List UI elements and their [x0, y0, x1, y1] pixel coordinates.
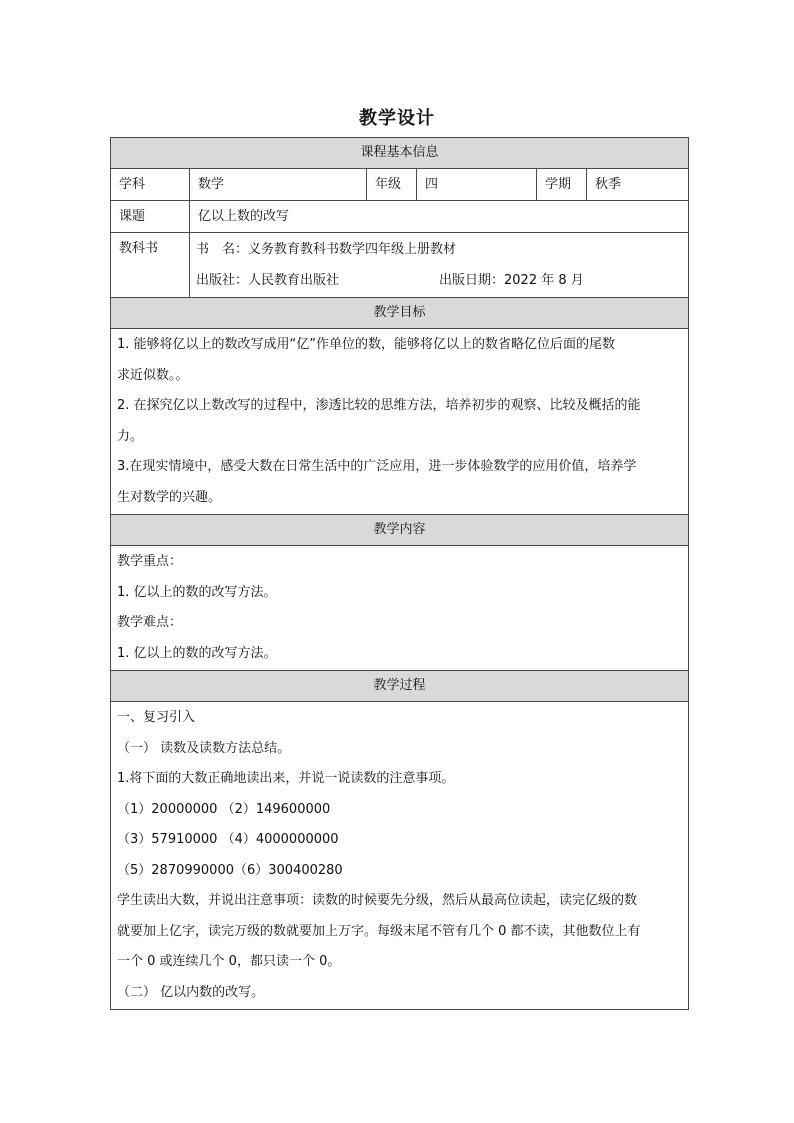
spacer — [339, 265, 439, 296]
process-line: 一个 0 或连续几个 0，都只读一个 0。 — [117, 954, 341, 969]
process-line: （一） 读数及读数方法总结。 — [117, 740, 291, 756]
topic-value: 亿以上数的改写 — [190, 201, 689, 233]
publisher: 出版社：人民教育出版社 — [196, 273, 340, 288]
process-line: （5）2870990000（6）300400280 — [117, 862, 343, 878]
textbook-label: 教科书 — [111, 233, 190, 298]
book-name: 书 名：义务教育教科书数学四年级上册教材 — [196, 242, 457, 257]
process-line: 就要加上亿字，读完万级的数就要加上万字。每级末尾不管有几个 0 都不读，其他数位上有 — [117, 923, 641, 939]
process-line: （二） 亿以内数的改写。 — [117, 984, 265, 1000]
term-value: 秋季 — [587, 169, 689, 201]
objective-line: 力。 — [117, 428, 144, 444]
grade-value: 四 — [417, 169, 537, 201]
objectives-block — [111, 329, 689, 515]
topic-label: 课题 — [111, 201, 190, 233]
objectives-row — [111, 329, 689, 515]
subject-label: 学科 — [111, 169, 190, 201]
content-line: 教学难点： — [117, 615, 183, 630]
section-content: 教学内容 — [111, 515, 689, 546]
process-block — [111, 702, 689, 1010]
document-title: 教学设计 — [359, 108, 435, 129]
content-block — [111, 546, 689, 671]
process-line: 1.将下面的大数正确地读出来，并说一说读数的注意事项。 — [117, 771, 455, 786]
objective-line: 3.在现实情境中，感受大数在日常生活中的广泛应用，进一步体验数学的应用价值，培养学 — [117, 459, 637, 474]
objective-line: 生对数学的兴趣。 — [117, 489, 222, 505]
content-line: 1. 亿以上的数的改写方法。 — [117, 645, 277, 661]
topic-row — [111, 201, 689, 233]
objective-line: 2. 在探究亿以上数改写的过程中，渗透比较的思维方法，培养初步的观察、比较及概括的能 — [117, 398, 641, 413]
section-header-row — [111, 298, 689, 329]
subject-value: 数学 — [190, 169, 367, 201]
objective-line: 1. 能够将亿以上的数改写成用“亿”作单位的数，能够将亿以上的数省略亿位后面的尾数 — [117, 337, 616, 352]
term-label: 学期 — [537, 169, 587, 201]
section-header-row — [111, 515, 689, 546]
content-row — [111, 546, 689, 671]
process-row — [111, 702, 689, 1010]
content-line: 教学重点： — [117, 554, 183, 569]
section-process: 教学过程 — [111, 671, 689, 702]
publish-date: 出版日期：2022 年 8 月 — [439, 273, 584, 288]
publisher-line — [196, 265, 682, 296]
textbook-info — [190, 233, 689, 298]
section-header-row — [111, 671, 689, 702]
book-name-line — [196, 234, 682, 265]
textbook-row — [111, 233, 689, 298]
section-objectives: 教学目标 — [111, 298, 689, 329]
process-line: （1）20000000 （2）149600000 — [117, 801, 331, 817]
process-line: 学生读出大数，并说出注意事项：读数的时候要先分级，然后从最高位读起，读完亿级的数 — [117, 893, 638, 908]
section-basic-info: 课程基本信息 — [111, 138, 689, 169]
process-line: 一、复习引入 — [117, 710, 196, 725]
grade-label: 年级 — [367, 169, 417, 201]
process-line: （3）57910000 （4）4000000000 — [117, 832, 339, 847]
basic-info-row — [111, 169, 689, 201]
content-line: 1. 亿以上的数的改写方法。 — [117, 584, 277, 600]
lesson-plan-table — [110, 137, 689, 1010]
section-header-row — [111, 138, 689, 169]
objective-line: 求近似数。。 — [117, 367, 189, 383]
